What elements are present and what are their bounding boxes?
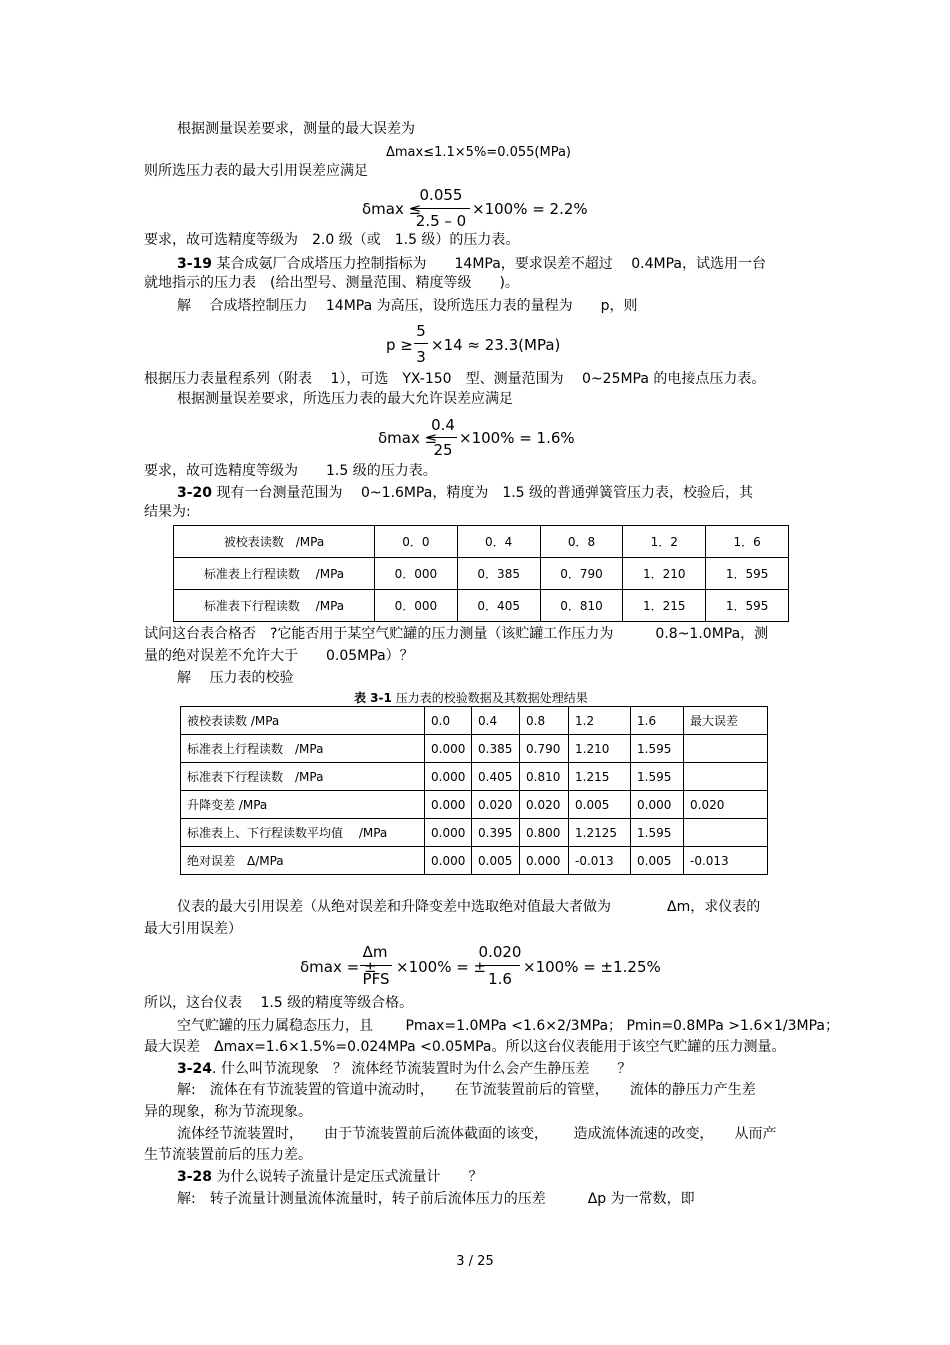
table-cell: 0.8 <box>520 707 569 735</box>
table-cell: -0.013 <box>569 847 631 875</box>
formula-rhs: ×100% = 2.2% <box>472 200 588 218</box>
table-cell: 0．4 <box>457 526 540 558</box>
formula-lhs: δmax ≤ <box>362 200 422 218</box>
formula-numerator: 0.4 <box>431 416 455 434</box>
formula-rhs: ×14 ≈ 23.3(MPa) <box>431 336 561 354</box>
table-cell: 0.000 <box>425 791 472 819</box>
table-cell: 1.2125 <box>569 819 631 847</box>
caption-text: 压力表的校验数据及其数据处理结果 <box>395 691 588 705</box>
calibration-table <box>173 525 789 622</box>
text-line: 仪表的最大引用误差（从绝对误差和升降变差中选取绝对值最大者做为 Δm，求仪表的 <box>177 899 761 915</box>
table-cell: 0．810 <box>540 590 623 622</box>
text-line: 解: 转子流量计测量流体流量时，转子前后流体压力的压差 Δp 为一常数，即 <box>177 1191 695 1207</box>
text-line: 试问这台表合格否 ?它能否用于某空气贮罐的压力测量（该贮罐工作压力为 0.8~1.0MPa，测 <box>144 626 769 642</box>
formula-numerator: 0.020 <box>478 943 522 961</box>
text-line: 根据测量误差要求，测量的最大误差为 <box>177 121 415 137</box>
table-cell: 0．0 <box>375 526 458 558</box>
text-line: 最大误差 Δmax=1.6×1.5%=0.024MPa <0.05MPa。所以这台仪表能用于该空气贮罐的压力测量。 <box>144 1039 786 1055</box>
table-row <box>181 819 768 847</box>
table-cell: 1.595 <box>631 735 684 763</box>
table-cell: 0．405 <box>457 590 540 622</box>
table-cell: 1.6 <box>631 707 684 735</box>
table-cell: 1．2 <box>623 526 706 558</box>
table-cell: 绝对误差 Δ/MPa <box>181 847 425 875</box>
table-cell <box>684 763 768 791</box>
table-cell: 0.000 <box>631 791 684 819</box>
table-cell: 0.000 <box>520 847 569 875</box>
question-number: 3-19 <box>177 256 213 272</box>
table-row <box>174 526 789 558</box>
formula-denominator: 1.6 <box>488 970 512 988</box>
table-cell: 标准表下行程读数 /MPa <box>181 763 425 791</box>
text-line: Δmax≤1.1×5%=0.055(MPa) <box>386 145 571 160</box>
formula-lhs: δmax = ± <box>300 958 377 976</box>
table-cell: 0.4 <box>472 707 520 735</box>
table-cell: 升降变差 /MPa <box>181 791 425 819</box>
question-number: 3-28 <box>177 1169 213 1185</box>
table-caption <box>354 689 588 706</box>
formula-lhs: p ≥ <box>386 336 413 354</box>
table-cell: 0.000 <box>425 735 472 763</box>
text-line: 就地指示的压力表 (给出型号、测量范围、精度等级 )。 <box>144 275 519 291</box>
table-cell: 1．595 <box>706 590 789 622</box>
formula-denominator: 2.5 – 0 <box>415 212 467 230</box>
text-line: 要求，故可选精度等级为 2.0 级（或 1.5 级）的压力表。 <box>144 232 520 248</box>
results-table <box>180 706 768 875</box>
table-cell <box>684 735 768 763</box>
table-cell: 0.020 <box>520 791 569 819</box>
table-cell: 1.210 <box>569 735 631 763</box>
question-text: 某合成氨厂合成塔压力控制指标为 14MPa，要求误差不超过 0.4MPa，试选用一台 <box>216 256 766 272</box>
fraction-bar <box>429 437 457 438</box>
text-line: 空气贮罐的压力属稳态压力，且 Pmax=1.0MPa <1.6×2/3MPa； Pmin=0.8MPa >1.6×1/3MPa； <box>177 1018 839 1034</box>
table-cell: 0.020 <box>684 791 768 819</box>
table-row <box>181 791 768 819</box>
formula-rhs: ×100% = 1.6% <box>459 429 575 447</box>
question-number: 3-20 <box>177 485 213 501</box>
table-cell: 0.385 <box>472 735 520 763</box>
table-cell: 0.0 <box>425 707 472 735</box>
table-cell: 0.005 <box>631 847 684 875</box>
table-cell: 0.005 <box>472 847 520 875</box>
table-row <box>181 847 768 875</box>
table-cell: 0.020 <box>472 791 520 819</box>
table-cell: 1.595 <box>631 819 684 847</box>
table-cell: 0.810 <box>520 763 569 791</box>
text-line: 则所选压力表的最大引用误差应满足 <box>144 163 368 179</box>
formula-denominator: PFS <box>362 970 390 988</box>
table-cell <box>684 819 768 847</box>
table-cell: 被校表读数 /MPa <box>181 707 425 735</box>
question-3-24 <box>177 1060 631 1078</box>
text-line: 流体经节流装置时， 由于节流装置前后流体截面的该变， 造成流体流速的改变， 从而产 <box>177 1126 777 1142</box>
fraction-bar <box>412 208 470 209</box>
table-cell: 标准表上行程读数 /MPa <box>174 558 375 590</box>
table-cell: 标准表下行程读数 /MPa <box>174 590 375 622</box>
table-cell: 0.405 <box>472 763 520 791</box>
fraction-bar <box>414 343 428 344</box>
page-number: 3 / 25 <box>456 1254 494 1269</box>
table-row <box>174 558 789 590</box>
table-cell: 1．210 <box>623 558 706 590</box>
table-row <box>174 590 789 622</box>
table-cell: 1.2 <box>569 707 631 735</box>
question-3-20 <box>177 484 753 502</box>
question-number: 3-24 <box>177 1061 213 1077</box>
table-cell: 0.000 <box>425 819 472 847</box>
formula-numerator: 5 <box>416 322 426 340</box>
table-cell: 标准表上、下行程读数平均值 /MPa <box>181 819 425 847</box>
text-line: 根据压力表量程系列（附表 1），可选 YX-150 型、测量范围为 0~25MPa 的电接点压力表。 <box>144 371 766 387</box>
text-line: 异的现象，称为节流现象。 <box>144 1104 312 1120</box>
table-row <box>181 763 768 791</box>
formula-lhs: δmax ≤ <box>378 429 438 447</box>
table-cell: 1．6 <box>706 526 789 558</box>
table-cell: 1．595 <box>706 558 789 590</box>
question-3-28 <box>177 1168 483 1186</box>
text-line: 所以，这台仪表 1.5 级的精度等级合格。 <box>144 995 414 1011</box>
table-cell: 1．215 <box>623 590 706 622</box>
table-cell: 0.395 <box>472 819 520 847</box>
text-line: 生节流装置前后的压力差。 <box>144 1147 312 1163</box>
formula-numerator: 0.055 <box>419 186 463 204</box>
table-cell: 0．385 <box>457 558 540 590</box>
text-line: 量的绝对误差不允许大于 0.05MPa）？ <box>144 648 414 664</box>
text-line: 解 合成塔控制压力 14MPa 为高压，设所选压力表的量程为 p，则 <box>177 298 638 314</box>
text-line: 最大引用误差） <box>144 921 242 937</box>
table-cell: 最大误差 <box>684 707 768 735</box>
table-row <box>181 735 768 763</box>
table-cell: 0.005 <box>569 791 631 819</box>
table-cell: 0.000 <box>425 763 472 791</box>
text-line: 结果为: <box>144 504 191 520</box>
text-line: 根据测量误差要求，所选压力表的最大允许误差应满足 <box>177 391 513 407</box>
table-cell: 标准表上行程读数 /MPa <box>181 735 425 763</box>
table-cell: -0.013 <box>684 847 768 875</box>
fraction-bar <box>480 965 520 966</box>
caption-number: 表 3-1 <box>354 691 392 705</box>
text-line: 要求，故可选精度等级为 1.5 级的压力表。 <box>144 463 437 479</box>
fraction-bar <box>360 965 392 966</box>
text-line: 解: 流体在有节流装置的管道中流动时， 在节流装置前后的管壁， 流体的静压力产生差 <box>177 1082 756 1098</box>
formula-denominator: 3 <box>416 348 426 366</box>
question-text: 现有一台测量范围为 0~1.6MPa，精度为 1.5 级的普通弹簧管压力表，校验后，其 <box>216 485 754 501</box>
table-cell: 0.000 <box>425 847 472 875</box>
table-cell: 0．790 <box>540 558 623 590</box>
formula-numerator: Δm <box>362 943 388 961</box>
formula-middle: ×100% = ± <box>396 958 487 976</box>
question-text: 为什么说转子流量计是定压式流量计 ？ <box>216 1169 483 1185</box>
question-text: . 什么叫节流现象 ？ 流体经节流装置时为什么会产生静压差 ？ <box>212 1061 632 1077</box>
table-cell: 1.595 <box>631 763 684 791</box>
formula-denominator: 25 <box>433 441 453 459</box>
table-cell: 0.790 <box>520 735 569 763</box>
table-cell: 0.800 <box>520 819 569 847</box>
table-cell: 0．8 <box>540 526 623 558</box>
table-cell: 1.215 <box>569 763 631 791</box>
formula-rhs: ×100% = ±1.25% <box>523 958 661 976</box>
table-row <box>181 707 768 735</box>
question-3-19 <box>177 255 766 273</box>
table-cell: 0．000 <box>375 590 458 622</box>
text-line: 解 压力表的校验 <box>177 670 294 686</box>
table-cell: 被校表读数 /MPa <box>174 526 375 558</box>
table-cell: 0．000 <box>375 558 458 590</box>
